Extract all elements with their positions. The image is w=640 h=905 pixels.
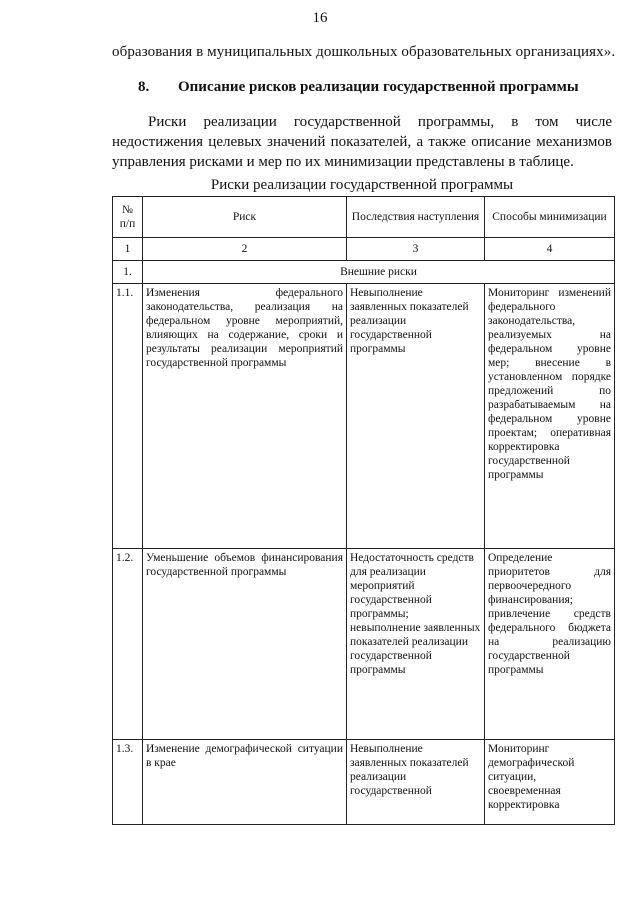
group-number: 1. — [113, 261, 143, 284]
mitigation-cell: Определение приоритетов для первоочередного финансирования; привлечение средств федерального бюджета на реализацию государственной программы — [485, 549, 615, 740]
table-caption: Риски реализации государственной программы — [210, 177, 514, 193]
header-mitigation: Способы минимизации — [485, 197, 615, 238]
page-number: 16 — [312, 10, 328, 26]
consequences-cell: Невыполнение заявленных показателей реализации государственной — [347, 740, 485, 825]
table-row — [113, 740, 615, 825]
paragraph-line: управления рисками и мер по их минимизации представлены в таблице. — [112, 154, 574, 170]
table-row — [113, 549, 615, 740]
group-title: Внешние риски — [143, 261, 615, 284]
row-number: 1.1. — [113, 284, 143, 549]
section-title: Описание рисков реализации государственной программы — [178, 79, 579, 95]
table-row — [113, 284, 615, 549]
header-risk: Риск — [143, 197, 347, 238]
column-number: 3 — [347, 238, 485, 261]
consequences-cell: Недостаточность средств для реализации мероприятий государственной программы; невыполнение заявленных показателей реализации государственной программы — [347, 549, 485, 740]
intro-text-line: образования в муниципальных дошкольных образовательных организациях». — [112, 44, 616, 60]
column-number-row — [113, 238, 615, 261]
mitigation-cell: Мониторинг изменений федерального законодательства, реализуемых на федеральном уровне мер; внесение в установленном порядке предложений по разрабатываемым на федеральном уровне проектам; оперативная корректировка государственной программы — [485, 284, 615, 549]
body-paragraph — [112, 112, 612, 172]
mitigation-cell: Мониторинг демографической ситуации, своевременная корректировка — [485, 740, 615, 825]
header-number: № п/п — [113, 197, 143, 238]
section-number: 8. — [138, 79, 150, 95]
risk-cell: Уменьшение объемов финансирования государственной программы — [143, 549, 347, 740]
column-number: 1 — [113, 238, 143, 261]
consequences-cell: Невыполнение заявленных показателей реализации государственной программы — [347, 284, 485, 549]
header-consequences: Последствия наступления — [347, 197, 485, 238]
table-header-row — [113, 197, 615, 238]
column-number: 4 — [485, 238, 615, 261]
group-row — [113, 261, 615, 284]
paragraph-line: Риски реализации государственной программы, в том числе — [148, 114, 612, 130]
risk-table — [112, 196, 615, 825]
risk-cell: Изменения федерального законодательства, реализация на федеральном уровне мероприятий, влияющих на содержание, сроки и результаты реализации мероприятий государственной программы — [143, 284, 347, 549]
column-number: 2 — [143, 238, 347, 261]
row-number: 1.2. — [113, 549, 143, 740]
paragraph-line: недостижения целевых значений показателей, а также описание механизмов — [112, 134, 612, 150]
risk-cell: Изменение демографической ситуации в крае — [143, 740, 347, 825]
section-heading — [138, 79, 579, 96]
row-number: 1.3. — [113, 740, 143, 825]
